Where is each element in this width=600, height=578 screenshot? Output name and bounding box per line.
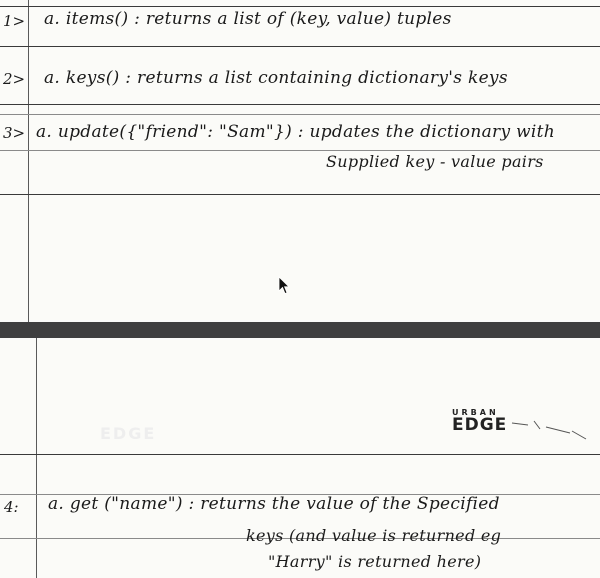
note-number: 3> [3,124,26,142]
note-text-continued: keys (and value is returned eg [246,526,502,545]
watermark-ghost: EDGE [100,424,157,443]
brand-logo [452,408,507,433]
ruled-line [0,114,600,115]
mouse-cursor-icon [278,276,290,296]
note-text: a. update({"friend": "Sam"}) : updates the dictionary with [36,122,556,142]
note-text: a. get ("name") : returns the value of the Specified [48,494,500,514]
note-number: 4: [4,498,19,516]
pen-squiggle [510,415,590,445]
page-divider-band [0,322,600,338]
margin-line [36,338,37,578]
brand-main-text: EDGE [452,415,508,435]
brand-top-text: URBAN [452,408,499,417]
ruled-line [0,6,600,7]
ruled-line [0,104,600,105]
note-text: a. keys() : returns a list containing dictionary's keys [44,68,508,88]
ruled-line [0,194,600,195]
note-number: 2> [3,70,26,88]
note-text-continued: "Harry" is returned here) [268,552,482,571]
notebook-page-bottom [0,338,600,578]
note-text: a. items() : returns a list of (key, value) tuples [44,9,452,29]
ruled-line [0,46,600,47]
margin-line [28,0,29,322]
ruled-line [0,454,600,455]
note-text-continued: Supplied key - value pairs [326,152,544,171]
ruled-line [0,150,600,151]
note-number: 1> [3,12,26,30]
